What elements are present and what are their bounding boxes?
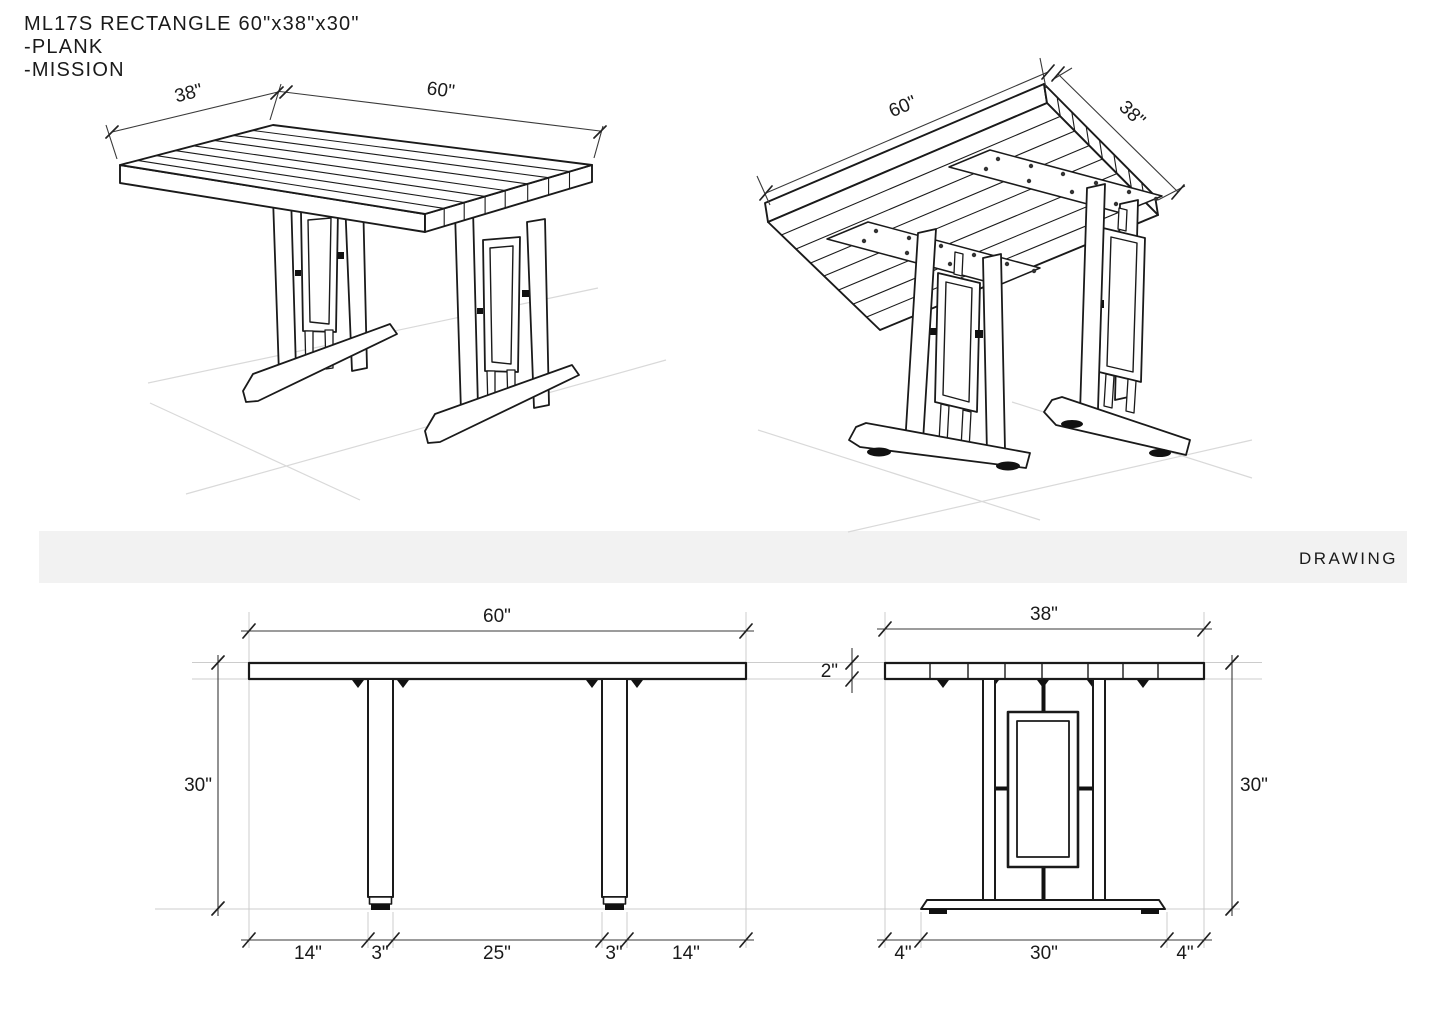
dim-label-length: 60" xyxy=(425,78,456,103)
dim-label-bottom-3: 4" xyxy=(1176,943,1194,964)
leg-tab xyxy=(477,308,483,314)
band-label: DRAWING xyxy=(1298,549,1398,568)
tabletop-front xyxy=(249,663,746,679)
adjustable-foot-pad xyxy=(996,462,1020,471)
side-elevation-view xyxy=(821,604,1268,964)
leg-front-post xyxy=(273,195,296,374)
leg-frame-inner xyxy=(943,282,972,402)
foot-pad-left xyxy=(929,909,947,914)
band-background xyxy=(39,531,1407,583)
leg-foot xyxy=(243,324,397,402)
foot-pad-right xyxy=(605,904,624,910)
title-block xyxy=(24,13,360,81)
leg-adjuster-left xyxy=(370,897,392,904)
adjustable-foot-pad xyxy=(1061,420,1083,428)
dim-label-length: 60" xyxy=(885,91,920,123)
base-foot xyxy=(921,900,1165,909)
leg-back-post xyxy=(983,254,1005,454)
leg-tab xyxy=(522,290,529,297)
title-model: ML17S RECTANGLE 60"x38"x30" xyxy=(24,13,360,35)
leg-left xyxy=(368,679,393,897)
mission-frame-inner xyxy=(1017,721,1069,857)
dim-label-bottom-4: 3" xyxy=(605,943,623,964)
tabletop-side xyxy=(885,663,1204,679)
leg-tab xyxy=(295,270,301,276)
trestle-leg-left xyxy=(243,195,397,402)
leg-frame-inner xyxy=(1107,237,1137,372)
dim-label-bottom-2: 30" xyxy=(1030,943,1058,964)
leg-adjuster-right xyxy=(604,897,626,904)
dim-label-top: 38" xyxy=(1030,604,1058,625)
adjustable-foot-pad xyxy=(867,448,891,457)
front-elevation-dimensions xyxy=(184,606,754,964)
dim-label-width: 38" xyxy=(1114,96,1150,132)
outer-post-right xyxy=(1093,679,1105,900)
outer-post-left xyxy=(983,679,995,900)
adjustable-foot-pad xyxy=(1149,449,1171,457)
leg-frame-inner xyxy=(308,218,331,324)
title-option-plank: -PLANK xyxy=(24,36,104,58)
dim-label-height: 30" xyxy=(1240,775,1268,796)
front-elevation-view xyxy=(184,606,754,964)
dim-label-width: 38" xyxy=(172,80,205,108)
dim-label-bottom-5: 14" xyxy=(672,943,700,964)
foot-pad-right xyxy=(1141,909,1159,914)
trestle-leg-right xyxy=(425,209,579,443)
leg-right xyxy=(602,679,627,897)
dim-label-bottom-2: 3" xyxy=(371,943,389,964)
foot-pad-left xyxy=(371,904,390,910)
dim-label-bottom-1: 4" xyxy=(894,943,912,964)
iso-top-view xyxy=(106,78,666,500)
leg-front-post xyxy=(455,209,478,412)
dim-label-bottom-3: 25" xyxy=(483,943,511,964)
drawing-band xyxy=(39,531,1407,583)
leg-foot xyxy=(425,365,579,443)
leg-tab xyxy=(930,328,937,335)
iso-underside-view xyxy=(757,58,1252,532)
mounting-brackets xyxy=(352,680,643,688)
dim-label-bottom-1: 14" xyxy=(294,943,322,964)
floor-guide-lines xyxy=(148,288,666,500)
tabletop-slab xyxy=(120,125,592,232)
dim-label-thickness: 2" xyxy=(820,661,838,682)
dim-label-height: 30" xyxy=(184,775,212,796)
leg-tab xyxy=(975,330,983,338)
leg-tab xyxy=(337,252,344,259)
title-option-mission: -MISSION xyxy=(24,59,125,81)
dim-label-top: 60" xyxy=(483,606,511,627)
leg-frame-inner xyxy=(490,246,513,364)
